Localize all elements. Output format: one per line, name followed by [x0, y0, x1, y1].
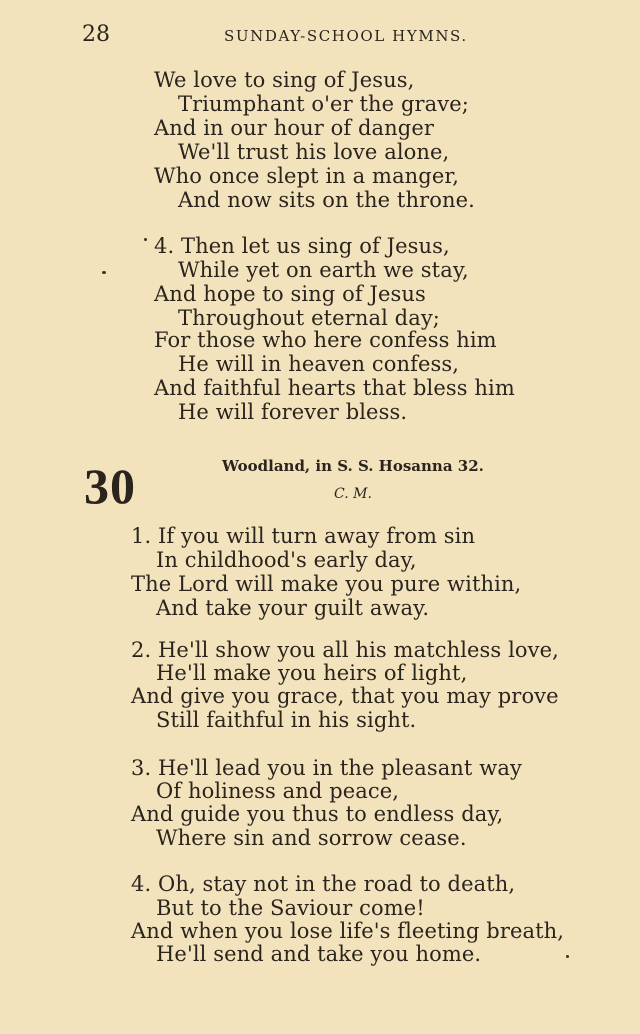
verse-line: Still faithful in his sight.	[156, 708, 417, 732]
verse-line: Where sin and sorrow cease.	[156, 826, 467, 850]
verse-line: But to the Saviour come!	[156, 896, 425, 920]
verse-line: And faithful hearts that bless him	[154, 376, 515, 400]
ink-speck	[102, 271, 106, 274]
verse-line: He will in heaven confess,	[178, 352, 460, 376]
ink-speck	[144, 238, 147, 241]
verse-line: While yet on earth we stay,	[178, 258, 469, 282]
verse-line: The Lord will make you pure within,	[131, 572, 522, 596]
verse-line: For those who here confess him	[154, 328, 497, 352]
verse-line: And in our hour of danger	[154, 116, 435, 140]
verse-line: He'll make you heirs of light,	[156, 661, 468, 685]
page-number: 28	[82, 22, 110, 47]
verse-line: In childhood's early day,	[156, 548, 417, 572]
verse-line: And now sits on the throne.	[178, 188, 475, 212]
page-header	[0, 22, 640, 50]
verse-line: We love to sing of Jesus,	[154, 68, 415, 92]
verse-line: Of holiness and peace,	[156, 779, 400, 803]
hymn-number: 30	[84, 458, 136, 514]
running-title: SUNDAY-SCHOOL HYMNS.	[224, 27, 468, 45]
verse-line: He will forever bless.	[178, 400, 408, 424]
verse-line: He'll send and take you home.	[156, 942, 482, 966]
verse-line: Throughout eternal day;	[178, 306, 440, 330]
verse-line: And guide you thus to endless day,	[131, 802, 504, 826]
verse-line: And when you lose life's fleeting breath,	[131, 919, 565, 943]
verse-line: Triumphant o'er the grave;	[178, 92, 469, 116]
verse-line: 4. Oh, stay not in the road to death,	[131, 872, 516, 896]
verse-line: And take your guilt away.	[156, 596, 430, 620]
verse-line: And give you grace, that you may prove	[131, 684, 559, 708]
verse-line: 2. He'll show you all his matchless love,	[131, 638, 559, 662]
verse-line: And hope to sing of Jesus	[154, 282, 426, 306]
verse-line: 4. Then let us sing of Jesus,	[154, 234, 450, 258]
verse-line: We'll trust his love alone,	[178, 140, 450, 164]
meter-label: C. M.	[334, 486, 372, 502]
tune-reference: Woodland, in S. S. Hosanna 32.	[222, 457, 484, 475]
verse-line: 3. He'll lead you in the pleasant way	[131, 756, 522, 780]
verse-line: Who once slept in a manger,	[154, 164, 459, 188]
verse-line: 1. If you will turn away from sin	[131, 524, 476, 548]
ink-speck	[566, 955, 569, 958]
